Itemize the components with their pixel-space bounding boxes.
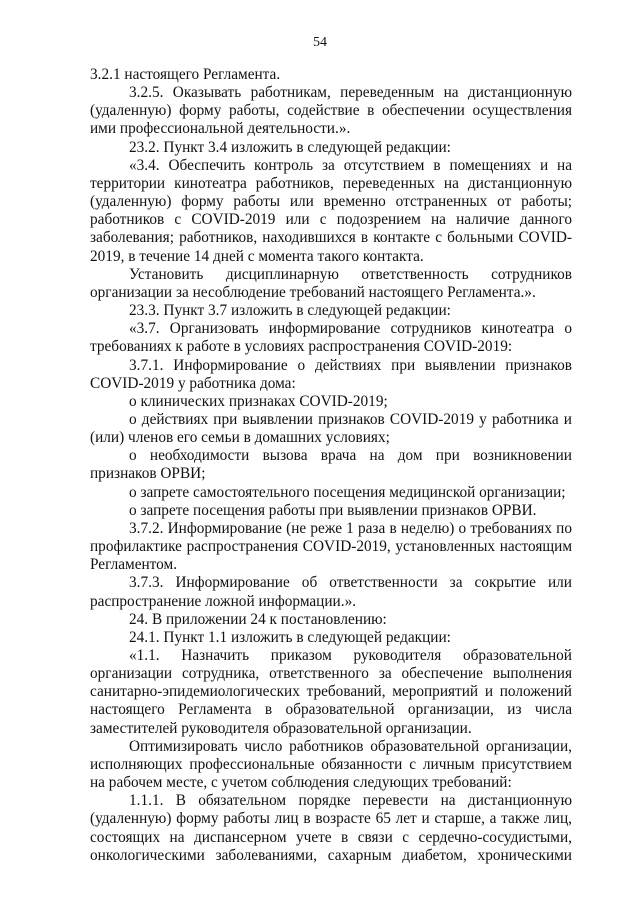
- document-body: [90, 66, 572, 865]
- paragraph: 23.2. Пункт 3.4 изложить в следующей редакции:: [129, 138, 451, 156]
- paragraph: 24. В приложении 24 к постановлению:: [129, 610, 387, 628]
- paragraph: 1.1.1. В обязательном порядке перевести на дистанционную (удаленную) форму работы лиц в возрасте 65 лет и старше, а также лиц, состоящих на диспансерном учете в связи с сердечно-сосудистыми, онкологическими заболеваниями, сахарным диабетом, хроническими: [90, 792, 572, 864]
- paragraph: 24.1. Пункт 1.1 изложить в следующей редакции:: [129, 628, 451, 646]
- paragraph: о действиях при выявлении признаков COVID-2019 у работника и (или) членов его семьи в домашних условиях;: [90, 410, 572, 447]
- paragraph: о клинических признаках COVID-2019;: [129, 392, 388, 410]
- paragraph: 23.3. Пункт 3.7 изложить в следующей редакции:: [129, 302, 451, 320]
- paragraph: 3.7.3. Информирование об ответственности за сокрытие или распространение ложной информации.».: [90, 574, 572, 610]
- paragraph: о запрете посещения работы при выявлении признаков ОРВИ.: [129, 501, 537, 519]
- paragraph: Установить дисциплинарную ответственность сотрудников организации за несоблюдение требований настоящего Регламента.».: [90, 265, 572, 301]
- paragraph: Оптимизировать число работников образовательной организации, исполняющих профессиональные обязанности с личным присутствием на рабочем месте, с учетом соблюдения следующих требований:: [90, 737, 572, 792]
- paragraph: «3.4. Обеспечить контроль за отсутствием в помещениях и на территории кинотеатра работников, переведенных на дистанционную (удаленную) форму работы или временно отстраненных от работы; работников с COVID-2019 или с подозрением на наличие данного заболевания; работников, находившихся в контакте с больными COVID-2019, в течение 14 дней с момента такого контакта.: [90, 156, 572, 265]
- page-number: 54: [313, 35, 327, 50]
- paragraph: «3.7. Организовать информирование сотрудников кинотеатра о требованиях к работе в условиях распространения COVID-2019:: [90, 320, 572, 356]
- paragraph: 3.7.2. Информирование (не реже 1 раза в неделю) о требованиях по профилактике распространения COVID-2019, установленных настоящим Регламентом.: [90, 519, 572, 574]
- paragraph: «1.1. Назначить приказом руководителя образовательной организации сотрудника, ответственного за обеспечение выполнения санитарно-эпидемиологических требований, мероприятий и положений настоящего Регламента в образовательной организации, из числа заместителей руководителя образовательной организации.: [90, 647, 572, 737]
- paragraph: 3.2.1 настоящего Регламента.: [90, 66, 281, 83]
- paragraph: 3.7.1. Информирование о действиях при выявлении признаков COVID-2019 у работника дома:: [90, 356, 572, 392]
- paragraph: 3.2.5. Оказывать работникам, переведенным на дистанционную (удаленную) форму работы, содействие в обеспечении осуществления ими профессиональной деятельности.».: [90, 84, 572, 138]
- paragraph: о запрете самостоятельного посещения медицинской организации;: [129, 483, 566, 501]
- paragraph: о необходимости вызова врача на дом при возникновении признаков ОРВИ;: [90, 447, 572, 483]
